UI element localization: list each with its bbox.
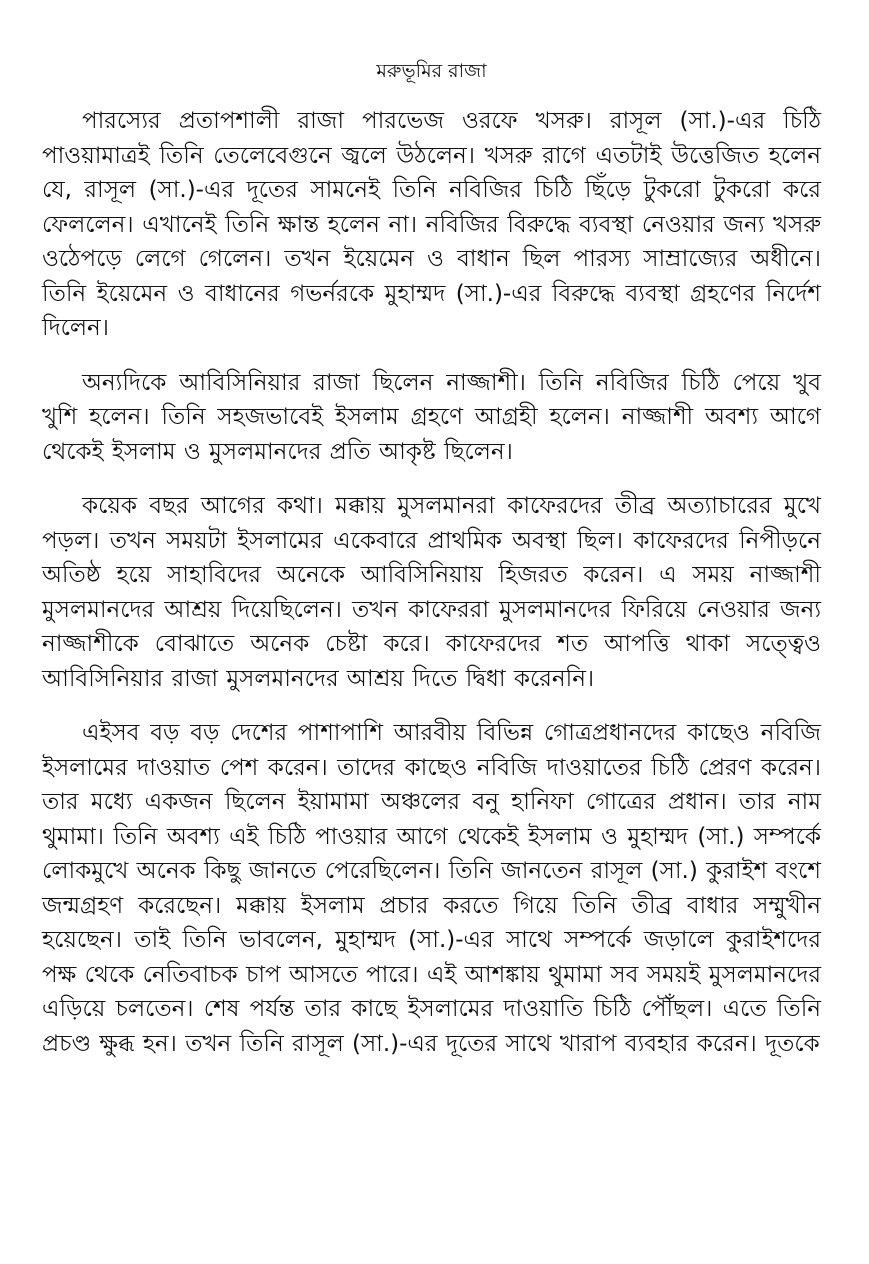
- running-head: মরুভূমির রাজা: [376, 60, 487, 82]
- paragraph-4: এইসব বড় বড় দেশের পাশাপাশি আরবীয় বিভিন্ন গোত্রপ্রধানদের কাছেও নবিজি ইসলামের দাওয়াত পেশ করেন। তাদের কাছেও নবিজি দাওয়াতের চিঠি প্রেরণ করেন। তার মধ্যে একজন ছিলেন ইয়ামামা অঞ্চলের বনু হানিফা গোত্রের প্রধান। তার নাম থুমামা। তিনি অবশ্য এই চিঠি পাওয়ার আগে থেকেই ইসলাম ও মুহাম্মদ (সা.) সম্পর্কে লোকমুখে অনেক কিছু জানতে পেরেছিলেন। তিনি জানতেন রাসূল (সা.) কুরাইশ বংশে জন্মগ্রহণ করেছেন। মক্কায় ইসলাম প্রচার করতে গিয়ে তিনি তীব্র বাধার সম্মুখীন হয়েছেন। তাই তিনি ভাবলেন, মুহাম্মদ (সা.)-এর সাথে সম্পর্কে জড়ালে কুরাইশদের পক্ষ থেকে নেতিবাচক চাপ আসতে পারে। এই আশঙ্কায় থুমামা সব সময়ই মুসলমানদের এড়িয়ে চলতেন। শেষ পর্যন্ত তার কাছে ইসলামের দাওয়াতি চিঠি পৌঁছল। এতে তিনি প্রচণ্ড ক্ষুব্ধ হন। তখন তিনি রাসূল (সা.)-এর দূতের সাথে খারাপ ব্যবহার করেন। দূতকে: [42, 720, 821, 1057]
- paragraph-1: পারস্যের প্রতাপশালী রাজা পারভেজ ওরফে খসরু। রাসূল (সা.)-এর চিঠি পাওয়ামাত্রই তিনি তেলেবেগুনে জ্বলে উঠলেন। খসরু রাগে এতটাই উত্তেজিত হলেন যে, রাসূল (সা.)-এর দূতের সামনেই তিনি নবিজির চিঠি ছিঁড়ে টুকরো টুকরো করে ফেললেন। এখানেই তিনি ক্ষান্ত হলেন না। নবিজির বিরুদ্ধে ব্যবস্থা নেওয়ার জন্য খসরু ওঠেপড়ে লেগে গেলেন। তখন ইয়েমেন ও বাধান ছিল পারস্য সাম্রাজ্যের অধীনে। তিনি ইয়েমেন ও বাধানের গভর্নরকে মুহাম্মদ (সা.)-এর বিরুদ্ধে ব্যবস্থা গ্রহণের নির্দেশ দিলেন।: [42, 108, 821, 341]
- paragraph-3: কয়েক বছর আগের কথা। মক্কায় মুসলমানরা কাফেরদের তীব্র অত্যাচারের মুখে পড়ল। তখন সময়টা ইসলামের একেবারে প্রাথমিক অবস্থা ছিল। কাফেরদের নিপীড়নে অতিষ্ঠ হয়ে সাহাবিদের অনেকে আবিসিনিয়ায় হিজরত করেন। এ সময় নাজ্জাশী মুসলমানদের আশ্রয় দিয়েছিলেন। তখন কাফেররা মুসলমানদের ফিরিয়ে নেওয়ার জন্য নাজ্জাশীকে বোঝাতে অনেক চেষ্টা করে। কাফেরদের শত আপত্তি থাকা সত্ত্বেও আবিসিনিয়ার রাজা মুসলমানদের আশ্রয় দিতে দ্বিধা করেননি।: [42, 493, 821, 692]
- paragraph-2: অন্যদিকে আবিসিনিয়ার রাজা ছিলেন নাজ্জাশী। তিনি নবিজির চিঠি পেয়ে খুব খুশি হলেন। তিনি সহজভাবেই ইসলাম গ্রহণে আগ্রহী হলেন। নাজ্জাশী অবশ্য আগে থেকেই ইসলাম ও মুসলমানদের প্রতি আকৃষ্ট ছিলেন।: [42, 369, 821, 465]
